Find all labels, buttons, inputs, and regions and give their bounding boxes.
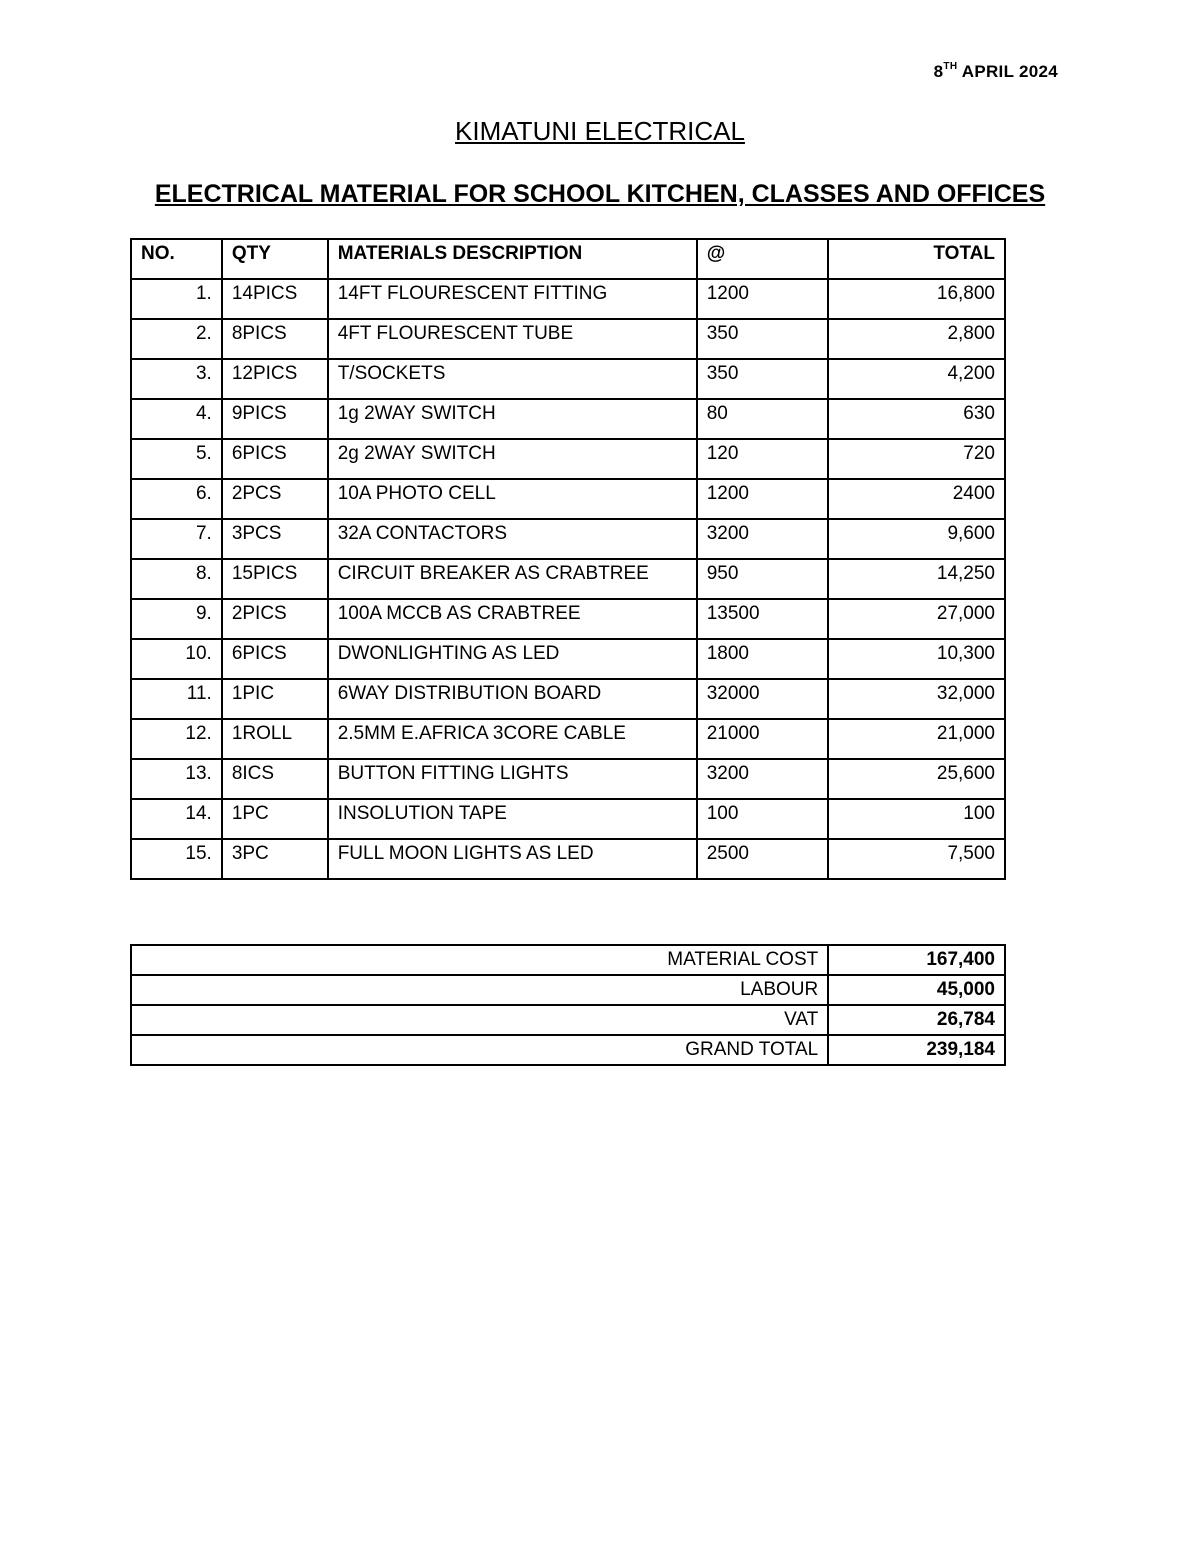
summary-row <box>131 975 1005 1005</box>
row-no: 14. <box>131 799 222 839</box>
row-no: 10. <box>131 639 222 679</box>
row-unit-price: 80 <box>697 399 829 439</box>
row-unit-price: 120 <box>697 439 829 479</box>
row-no: 8. <box>131 559 222 599</box>
row-total: 21,000 <box>828 719 1005 759</box>
date-rest: APRIL 2024 <box>957 62 1058 81</box>
row-description: DWONLIGHTING AS LED <box>328 639 697 679</box>
row-total: 14,250 <box>828 559 1005 599</box>
row-description: 10A PHOTO CELL <box>328 479 697 519</box>
row-qty: 1ROLL <box>222 719 328 759</box>
row-qty: 8PICS <box>222 319 328 359</box>
table-row <box>131 679 1005 719</box>
summary-row <box>131 945 1005 975</box>
row-total: 4,200 <box>828 359 1005 399</box>
row-qty: 1PC <box>222 799 328 839</box>
table-row <box>131 359 1005 399</box>
table-row <box>131 599 1005 639</box>
row-description: INSOLUTION TAPE <box>328 799 697 839</box>
row-no: 13. <box>131 759 222 799</box>
row-qty: 15PICS <box>222 559 328 599</box>
row-qty: 2PICS <box>222 599 328 639</box>
row-qty: 3PC <box>222 839 328 879</box>
row-unit-price: 950 <box>697 559 829 599</box>
row-no: 3. <box>131 359 222 399</box>
row-qty: 6PICS <box>222 639 328 679</box>
row-qty: 1PIC <box>222 679 328 719</box>
summary-table <box>130 944 1006 1066</box>
summary-row <box>131 1035 1005 1065</box>
row-qty: 2PCS <box>222 479 328 519</box>
table-row <box>131 479 1005 519</box>
row-description: 2g 2WAY SWITCH <box>328 439 697 479</box>
summary-value: 167,400 <box>828 945 1005 975</box>
row-total: 2,800 <box>828 319 1005 359</box>
document-date <box>934 62 1058 82</box>
company-title: KIMATUNI ELECTRICAL <box>455 116 745 146</box>
table-row <box>131 439 1005 479</box>
row-description: 4FT FLOURESCENT TUBE <box>328 319 697 359</box>
summary-label: LABOUR <box>131 975 828 1005</box>
row-unit-price: 1200 <box>697 279 829 319</box>
row-qty: 12PICS <box>222 359 328 399</box>
table-row <box>131 639 1005 679</box>
row-qty: 6PICS <box>222 439 328 479</box>
row-description: 2.5MM E.AFRICA 3CORE CABLE <box>328 719 697 759</box>
row-qty: 14PICS <box>222 279 328 319</box>
row-description: 1g 2WAY SWITCH <box>328 399 697 439</box>
row-description: 100A MCCB AS CRABTREE <box>328 599 697 639</box>
row-qty: 9PICS <box>222 399 328 439</box>
header-total: TOTAL <box>828 239 1005 279</box>
summary-value: 45,000 <box>828 975 1005 1005</box>
row-unit-price: 3200 <box>697 519 829 559</box>
row-qty: 3PCS <box>222 519 328 559</box>
row-description: BUTTON FITTING LIGHTS <box>328 759 697 799</box>
row-total: 2400 <box>828 479 1005 519</box>
row-unit-price: 1200 <box>697 479 829 519</box>
date-day: 8 <box>933 62 944 81</box>
row-total: 9,600 <box>828 519 1005 559</box>
table-row <box>131 759 1005 799</box>
summary-label: GRAND TOTAL <box>131 1035 828 1065</box>
row-description: CIRCUIT BREAKER AS CRABTREE <box>328 559 697 599</box>
table-body <box>131 279 1005 879</box>
row-unit-price: 2500 <box>697 839 829 879</box>
table-row <box>131 559 1005 599</box>
row-no: 11. <box>131 679 222 719</box>
row-no: 4. <box>131 399 222 439</box>
row-unit-price: 350 <box>697 319 829 359</box>
table-header-row <box>131 239 1005 279</box>
row-total: 7,500 <box>828 839 1005 879</box>
row-total: 720 <box>828 439 1005 479</box>
summary-value: 26,784 <box>828 1005 1005 1035</box>
row-qty: 8ICS <box>222 759 328 799</box>
row-total: 27,000 <box>828 599 1005 639</box>
row-description: 32A CONTACTORS <box>328 519 697 559</box>
table-row <box>131 319 1005 359</box>
table-row <box>131 519 1005 559</box>
row-description: 6WAY DISTRIBUTION BOARD <box>328 679 697 719</box>
row-unit-price: 350 <box>697 359 829 399</box>
row-total: 25,600 <box>828 759 1005 799</box>
row-unit-price: 3200 <box>697 759 829 799</box>
row-no: 2. <box>131 319 222 359</box>
document-subtitle: ELECTRICAL MATERIAL FOR SCHOOL KITCHEN, CLASSES AND OFFICES <box>154 180 1046 208</box>
row-no: 9. <box>131 599 222 639</box>
row-unit-price: 100 <box>697 799 829 839</box>
table-row <box>131 719 1005 759</box>
summary-row <box>131 1005 1005 1035</box>
row-total: 100 <box>828 799 1005 839</box>
summary-label: MATERIAL COST <box>131 945 828 975</box>
row-unit-price: 21000 <box>697 719 829 759</box>
header-no: NO. <box>131 239 222 279</box>
header-description: MATERIALS DESCRIPTION <box>328 239 697 279</box>
row-description: T/SOCKETS <box>328 359 697 399</box>
summary-label: VAT <box>131 1005 828 1035</box>
row-no: 5. <box>131 439 222 479</box>
header-qty: QTY <box>222 239 328 279</box>
row-total: 16,800 <box>828 279 1005 319</box>
table-row <box>131 399 1005 439</box>
summary-value: 239,184 <box>828 1035 1005 1065</box>
materials-table <box>130 238 1006 880</box>
row-no: 15. <box>131 839 222 879</box>
row-description: 14FT FLOURESCENT FITTING <box>328 279 697 319</box>
row-total: 630 <box>828 399 1005 439</box>
row-unit-price: 13500 <box>697 599 829 639</box>
row-total: 10,300 <box>828 639 1005 679</box>
row-total: 32,000 <box>828 679 1005 719</box>
row-no: 12. <box>131 719 222 759</box>
row-unit-price: 1800 <box>697 639 829 679</box>
row-description: FULL MOON LIGHTS AS LED <box>328 839 697 879</box>
row-no: 6. <box>131 479 222 519</box>
row-no: 7. <box>131 519 222 559</box>
table-row <box>131 839 1005 879</box>
table-row <box>131 799 1005 839</box>
header-unit-price: @ <box>697 239 829 279</box>
row-unit-price: 32000 <box>697 679 829 719</box>
row-no: 1. <box>131 279 222 319</box>
summary-body <box>131 945 1005 1065</box>
date-suffix: TH <box>943 61 958 73</box>
table-row <box>131 279 1005 319</box>
